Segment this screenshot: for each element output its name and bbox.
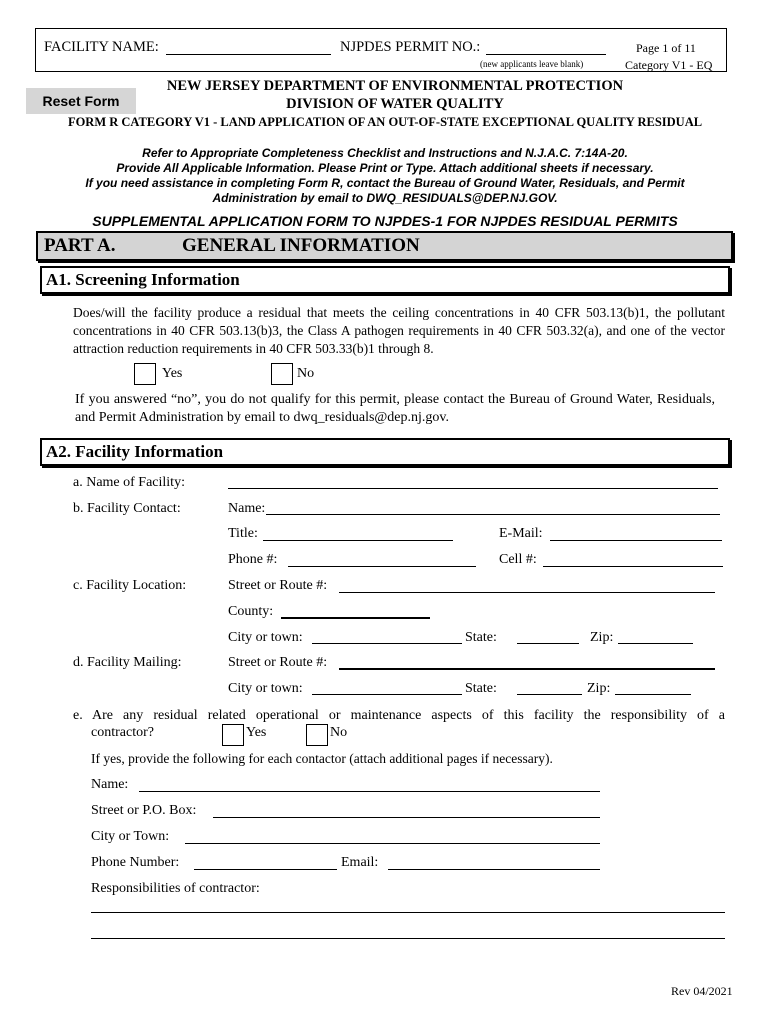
contractor-name-label: Name: <box>91 777 129 792</box>
contractor-street-label: Street or P.O. Box: <box>91 803 197 818</box>
facility-mailing-label: d. Facility Mailing: <box>73 655 182 670</box>
a1-heading: A1. Screening Information <box>40 266 730 294</box>
location-county-field[interactable] <box>281 617 430 619</box>
revision-label: Rev 04/2021 <box>671 984 733 998</box>
location-street-field[interactable] <box>339 592 715 593</box>
part-a-header <box>36 231 733 261</box>
contractor-no-checkbox[interactable] <box>306 724 328 746</box>
if-yes-note: If yes, provide the following for each contactor (attach additional pages if necessary). <box>91 751 553 766</box>
instructions-line-2: Provide All Applicable Information. Please Print or Type. Attach additional sheets if necessary. <box>116 161 654 175</box>
page-number: Page 1 of 11 <box>636 41 696 55</box>
mailing-zip-label: Zip: <box>587 681 611 696</box>
a1-yes-label: Yes <box>162 366 183 381</box>
contact-email-label: E-Mail: <box>499 526 543 541</box>
mailing-street-label: Street or Route #: <box>228 655 328 670</box>
contractor-phone-field[interactable] <box>194 869 337 870</box>
contractor-name-field[interactable] <box>139 791 600 792</box>
contractor-phone-label: Phone Number: <box>91 855 180 870</box>
contact-cell-label: Cell #: <box>499 552 537 567</box>
reset-form-button[interactable]: Reset Form <box>26 88 136 114</box>
permit-no-label: NJPDES PERMIT NO.: <box>340 39 481 55</box>
contractor-responsibilities-line-2[interactable] <box>91 938 725 939</box>
contractor-responsibilities-label: Responsibilities of contractor: <box>91 881 260 896</box>
contractor-street-field[interactable] <box>213 817 600 818</box>
contractor-city-label: City or Town: <box>91 829 170 844</box>
a1-note: If you answered “no”, you do not qualify for this permit, please contact the Bureau of Ground Water, Residuals, and Permit Administration by email to dwq_residuals@dep.nj.gov. <box>75 392 715 425</box>
location-state-field[interactable] <box>517 643 579 644</box>
contractor-email-field[interactable] <box>388 869 600 870</box>
location-city-label: City or town: <box>228 630 303 645</box>
instructions-line-4: Administration by email to DWQ_RESIDUALS@DEP.NJ.GOV. <box>212 191 558 205</box>
contact-email-field[interactable] <box>550 540 722 541</box>
contact-phone-field[interactable] <box>288 566 476 567</box>
contractor-question: e. Are any residual related operational or maintenance aspects of this facility the responsibility of a <box>73 708 725 723</box>
location-zip-field[interactable] <box>618 643 693 644</box>
contact-cell-field[interactable] <box>543 566 723 567</box>
new-applicants-note: (new applicants leave blank) <box>480 59 584 69</box>
mailing-city-label: City or town: <box>228 681 303 696</box>
contact-title-label: Title: <box>228 526 258 541</box>
form-title: FORM R CATEGORY V1 - LAND APPLICATION OF AN OUT-OF-STATE EXCEPTIONAL QUALITY RESIDUAL <box>67 115 703 129</box>
contractor-responsibilities-line-1[interactable] <box>91 912 725 913</box>
mailing-city-field[interactable] <box>312 694 462 695</box>
name-of-facility-label: a. Name of Facility: <box>73 475 185 490</box>
contact-name-field[interactable] <box>266 514 720 515</box>
location-street-label: Street or Route #: <box>228 578 328 593</box>
part-a-title: GENERAL INFORMATION <box>182 235 420 256</box>
division-title: DIVISION OF WATER QUALITY <box>286 96 504 112</box>
part-a-label: PART A. <box>44 235 116 256</box>
contact-title-field[interactable] <box>263 540 453 541</box>
category-label: Category V1 - EQ <box>625 58 713 72</box>
instructions-line-1: Refer to Appropriate Completeness Checklist and Instructions and N.J.A.C. 7:14A-20. <box>142 146 628 160</box>
name-of-facility-field[interactable] <box>228 488 718 489</box>
contractor-no-label: No <box>330 725 348 740</box>
contractor-question-2: contractor? <box>91 725 154 740</box>
contact-phone-label: Phone #: <box>228 552 278 567</box>
a1-no-label: No <box>297 366 315 381</box>
facility-name-field[interactable] <box>166 54 331 55</box>
location-zip-label: Zip: <box>590 630 614 645</box>
facility-contact-label: b. Facility Contact: <box>73 501 181 516</box>
contact-name-label: Name: <box>228 501 266 516</box>
location-state-label: State: <box>465 630 497 645</box>
mailing-state-label: State: <box>465 681 497 696</box>
contractor-email-label: Email: <box>341 855 379 870</box>
location-county-label: County: <box>228 604 274 619</box>
a1-yes-checkbox[interactable] <box>134 363 156 385</box>
facility-location-label: c. Facility Location: <box>73 578 187 593</box>
a1-question: Does/will the facility produce a residual that meets the ceiling concentrations in 40 CFR 503.13(b)1, the pollutant concentrations in 40 CFR 503.13(b)3, the Class A pathogen requirements in 40 CFR 503.32(a), and one of the vector attraction reduction requirements in 40 CFR 503.33(b)1 through 8. <box>73 305 725 356</box>
mailing-street-field[interactable] <box>339 668 715 670</box>
supplemental-title: SUPPLEMENTAL APPLICATION FORM TO NJPDES-1 FOR NJPDES RESIDUAL PERMITS <box>92 213 678 229</box>
contractor-yes-checkbox[interactable] <box>222 724 244 746</box>
contractor-yes-label: Yes <box>246 725 267 740</box>
facility-name-label: FACILITY NAME: <box>44 39 159 55</box>
a2-heading: A2. Facility Information <box>40 438 730 466</box>
location-city-field[interactable] <box>312 643 462 644</box>
mailing-state-field[interactable] <box>517 694 582 695</box>
instructions-line-3: If you need assistance in completing Form R, contact the Bureau of Ground Water, Residuals, and Permit <box>85 176 685 190</box>
a1-no-checkbox[interactable] <box>271 363 293 385</box>
permit-no-field[interactable] <box>486 54 606 55</box>
contractor-city-field[interactable] <box>185 843 600 844</box>
department-title: NEW JERSEY DEPARTMENT OF ENVIRONMENTAL PROTECTION <box>166 78 624 94</box>
mailing-zip-field[interactable] <box>615 694 691 695</box>
